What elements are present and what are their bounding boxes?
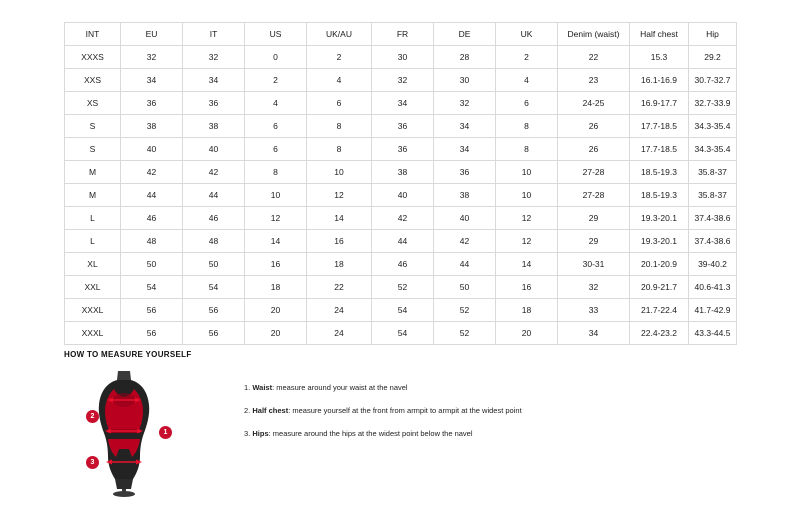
cell-half-chest: 16.9-17.7 — [630, 92, 689, 115]
cell-it: 36 — [183, 92, 245, 115]
cell-it: 32 — [183, 46, 245, 69]
cell-fr: 34 — [372, 92, 434, 115]
cell-denim-waist: 24-25 — [558, 92, 630, 115]
cell-hip: 37.4-38.6 — [689, 207, 737, 230]
cell-uk: 18 — [496, 299, 558, 322]
table-row — [65, 230, 737, 253]
cell-it: 46 — [183, 207, 245, 230]
cell-int: S — [65, 138, 121, 161]
cell-int: M — [65, 161, 121, 184]
cell-it: 38 — [183, 115, 245, 138]
cell-uk-au: 8 — [307, 138, 372, 161]
cell-it: 56 — [183, 299, 245, 322]
table-body — [65, 46, 737, 345]
column-header-uk: UK — [496, 23, 558, 46]
cell-uk: 14 — [496, 253, 558, 276]
cell-uk: 4 — [496, 69, 558, 92]
table-row — [65, 92, 737, 115]
cell-de: 38 — [434, 184, 496, 207]
cell-eu: 38 — [121, 115, 183, 138]
cell-de: 44 — [434, 253, 496, 276]
cell-int: L — [65, 230, 121, 253]
cell-eu: 48 — [121, 230, 183, 253]
cell-it: 44 — [183, 184, 245, 207]
cell-hip: 41.7-42.9 — [689, 299, 737, 322]
cell-hip: 35.8-37 — [689, 184, 737, 207]
cell-int: XXXL — [65, 299, 121, 322]
column-header-hip: Hip — [689, 23, 737, 46]
table-row — [65, 322, 737, 345]
measure-note-text: : measure around the hips at the widest point below the navel — [268, 429, 473, 439]
table-row — [65, 115, 737, 138]
cell-us: 6 — [245, 138, 307, 161]
cell-half-chest: 21.7-22.4 — [630, 299, 689, 322]
table-row — [65, 299, 737, 322]
cell-hip: 40.6-41.3 — [689, 276, 737, 299]
measure-badge-3: 3 — [86, 456, 99, 469]
measure-note-text: : measure around your waist at the navel — [272, 383, 408, 392]
table-header — [65, 23, 737, 46]
measure-note-number: 1. — [244, 383, 251, 392]
table-row — [65, 69, 737, 92]
cell-fr: 32 — [372, 69, 434, 92]
table-row — [65, 46, 737, 69]
column-header-it: IT — [183, 23, 245, 46]
measure-note-waist — [244, 383, 736, 393]
cell-hip: 43.3-44.5 — [689, 322, 737, 345]
cell-denim-waist: 26 — [558, 138, 630, 161]
cell-de: 30 — [434, 69, 496, 92]
measure-note-hips — [244, 429, 736, 439]
cell-it: 40 — [183, 138, 245, 161]
table-row — [65, 207, 737, 230]
measure-note-term: Hips — [252, 429, 269, 439]
cell-half-chest: 20.1-20.9 — [630, 253, 689, 276]
cell-half-chest: 18.5-19.3 — [630, 161, 689, 184]
cell-hip: 35.8-37 — [689, 161, 737, 184]
cell-us: 18 — [245, 276, 307, 299]
cell-hip: 32.7-33.9 — [689, 92, 737, 115]
cell-eu: 42 — [121, 161, 183, 184]
cell-uk: 6 — [496, 92, 558, 115]
cell-eu: 34 — [121, 69, 183, 92]
cell-uk: 12 — [496, 230, 558, 253]
mannequin-illustration — [88, 369, 160, 497]
cell-fr: 42 — [372, 207, 434, 230]
cell-us: 10 — [245, 184, 307, 207]
cell-denim-waist: 32 — [558, 276, 630, 299]
cell-de: 42 — [434, 230, 496, 253]
size-table-container — [64, 22, 736, 345]
cell-hip: 34.3-35.4 — [689, 138, 737, 161]
column-header-de: DE — [434, 23, 496, 46]
cell-uk: 8 — [496, 138, 558, 161]
cell-de: 40 — [434, 207, 496, 230]
cell-us: 14 — [245, 230, 307, 253]
cell-de: 50 — [434, 276, 496, 299]
cell-eu: 44 — [121, 184, 183, 207]
cell-denim-waist: 22 — [558, 46, 630, 69]
cell-us: 0 — [245, 46, 307, 69]
column-header-half-chest: Half chest — [630, 23, 689, 46]
cell-us: 2 — [245, 69, 307, 92]
measure-note-number: 2. — [244, 406, 251, 416]
column-header-us: US — [245, 23, 307, 46]
column-header-uk-au: UK/AU — [307, 23, 372, 46]
cell-fr: 30 — [372, 46, 434, 69]
measure-note-number: 3. — [244, 429, 251, 439]
cell-us: 4 — [245, 92, 307, 115]
cell-int: XXS — [65, 69, 121, 92]
cell-half-chest: 19.3-20.1 — [630, 230, 689, 253]
cell-de: 36 — [434, 161, 496, 184]
measure-note-term: Half chest — [252, 406, 289, 416]
cell-denim-waist: 29 — [558, 207, 630, 230]
cell-it: 34 — [183, 69, 245, 92]
cell-fr: 54 — [372, 322, 434, 345]
cell-uk-au: 24 — [307, 322, 372, 345]
cell-hip: 34.3-35.4 — [689, 115, 737, 138]
cell-de: 52 — [434, 322, 496, 345]
cell-uk-au: 14 — [307, 207, 372, 230]
cell-int: M — [65, 184, 121, 207]
cell-uk-au: 10 — [307, 161, 372, 184]
cell-us: 6 — [245, 115, 307, 138]
cell-it: 54 — [183, 276, 245, 299]
cell-half-chest: 17.7-18.5 — [630, 138, 689, 161]
cell-eu: 40 — [121, 138, 183, 161]
cell-denim-waist: 26 — [558, 115, 630, 138]
cell-uk-au: 8 — [307, 115, 372, 138]
how-to-measure-title: HOW TO MEASURE YOURSELF — [64, 350, 192, 359]
cell-int: L — [65, 207, 121, 230]
cell-eu: 46 — [121, 207, 183, 230]
cell-half-chest: 18.5-19.3 — [630, 184, 689, 207]
cell-uk: 20 — [496, 322, 558, 345]
mannequin-figure-container — [64, 369, 184, 499]
cell-denim-waist: 34 — [558, 322, 630, 345]
cell-uk-au: 12 — [307, 184, 372, 207]
cell-it: 56 — [183, 322, 245, 345]
table-row — [65, 161, 737, 184]
cell-eu: 36 — [121, 92, 183, 115]
cell-uk-au: 6 — [307, 92, 372, 115]
measure-note-term: Waist — [252, 383, 273, 392]
cell-uk-au: 2 — [307, 46, 372, 69]
cell-fr: 36 — [372, 115, 434, 138]
cell-hip: 37.4-38.6 — [689, 230, 737, 253]
measure-notes-list — [184, 369, 736, 452]
cell-fr: 36 — [372, 138, 434, 161]
cell-denim-waist: 27-28 — [558, 184, 630, 207]
cell-us: 20 — [245, 322, 307, 345]
cell-denim-waist: 27-28 — [558, 161, 630, 184]
cell-eu: 56 — [121, 322, 183, 345]
cell-denim-waist: 29 — [558, 230, 630, 253]
cell-de: 34 — [434, 115, 496, 138]
cell-half-chest: 20.9-21.7 — [630, 276, 689, 299]
cell-eu: 50 — [121, 253, 183, 276]
cell-int: S — [65, 115, 121, 138]
cell-uk-au: 16 — [307, 230, 372, 253]
cell-fr: 54 — [372, 299, 434, 322]
cell-us: 16 — [245, 253, 307, 276]
cell-uk: 10 — [496, 184, 558, 207]
table-row — [65, 184, 737, 207]
cell-uk: 16 — [496, 276, 558, 299]
cell-int: XS — [65, 92, 121, 115]
cell-hip: 30.7-32.7 — [689, 69, 737, 92]
measure-note-text: : measure yourself at the front from armpit to armpit at the widest point — [288, 406, 522, 416]
cell-half-chest: 17.7-18.5 — [630, 115, 689, 138]
cell-half-chest: 16.1-16.9 — [630, 69, 689, 92]
cell-half-chest: 15.3 — [630, 46, 689, 69]
cell-fr: 52 — [372, 276, 434, 299]
column-header-int: INT — [65, 23, 121, 46]
cell-fr: 40 — [372, 184, 434, 207]
cell-int: XXL — [65, 276, 121, 299]
cell-denim-waist: 23 — [558, 69, 630, 92]
measure-badge-2: 2 — [86, 410, 99, 423]
cell-it: 50 — [183, 253, 245, 276]
cell-uk: 8 — [496, 115, 558, 138]
column-header-fr: FR — [372, 23, 434, 46]
cell-uk: 10 — [496, 161, 558, 184]
size-conversion-table — [64, 22, 737, 345]
cell-fr: 38 — [372, 161, 434, 184]
table-row — [65, 253, 737, 276]
cell-it: 48 — [183, 230, 245, 253]
cell-de: 34 — [434, 138, 496, 161]
cell-denim-waist: 30-31 — [558, 253, 630, 276]
cell-it: 42 — [183, 161, 245, 184]
measure-badge-1: 1 — [159, 426, 172, 439]
cell-int: XL — [65, 253, 121, 276]
cell-us: 20 — [245, 299, 307, 322]
column-header-denim-waist: Denim (waist) — [558, 23, 630, 46]
how-to-measure-section — [64, 350, 736, 499]
cell-uk: 12 — [496, 207, 558, 230]
cell-uk-au: 18 — [307, 253, 372, 276]
cell-hip: 39-40.2 — [689, 253, 737, 276]
measure-note-half-chest — [244, 406, 736, 416]
cell-de: 32 — [434, 92, 496, 115]
column-header-eu: EU — [121, 23, 183, 46]
cell-hip: 29.2 — [689, 46, 737, 69]
cell-us: 12 — [245, 207, 307, 230]
cell-uk: 2 — [496, 46, 558, 69]
table-row — [65, 138, 737, 161]
table-header-row — [65, 23, 737, 46]
cell-int: XXXL — [65, 322, 121, 345]
cell-uk-au: 24 — [307, 299, 372, 322]
cell-fr: 46 — [372, 253, 434, 276]
cell-denim-waist: 33 — [558, 299, 630, 322]
table-row — [65, 276, 737, 299]
cell-int: XXXS — [65, 46, 121, 69]
how-to-measure-body — [64, 369, 736, 499]
cell-half-chest: 22.4-23.2 — [630, 322, 689, 345]
cell-de: 28 — [434, 46, 496, 69]
cell-de: 52 — [434, 299, 496, 322]
cell-fr: 44 — [372, 230, 434, 253]
cell-us: 8 — [245, 161, 307, 184]
cell-eu: 56 — [121, 299, 183, 322]
cell-eu: 54 — [121, 276, 183, 299]
cell-uk-au: 4 — [307, 69, 372, 92]
cell-eu: 32 — [121, 46, 183, 69]
cell-half-chest: 19.3-20.1 — [630, 207, 689, 230]
cell-uk-au: 22 — [307, 276, 372, 299]
